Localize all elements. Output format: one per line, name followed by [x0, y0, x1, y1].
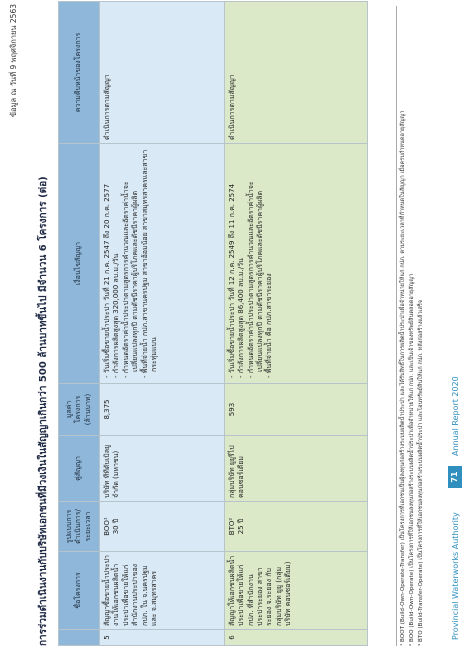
detail-item: - พื้นที่จ่ายน้ำ คือ กปภ.สาขาระยอง — [265, 147, 274, 372]
footnote: ¹ BOOT (Build-Own-Operate-Transfer) เป็นโครงการที่เอกชนเป็นผู้ลงทุนก่อสร้างระบบผลิตน้ำประปา และได้รับสิทธิ์ในการผลิตน้ำประปาเพื่อจำหน่ายให้แก่ กปภ. ตามระยะเวลาที่กำหนดในสัญญา เมื่อครบกำหนดอายุสัญญา — [400, 110, 406, 646]
footer-report: Annual Report 2020 — [451, 376, 460, 456]
project-model: BOO¹ 30 ปี — [100, 502, 225, 552]
page-footer — [446, 8, 466, 640]
project-model: BTO² 25 ปี — [224, 502, 367, 552]
project-progress: ดำเนินการตามสัญญา — [224, 2, 367, 144]
detail-item: - กำลังการผลิตสูงสุด 320,000 ลบ.ม./วัน — [112, 147, 121, 372]
col-header-details: เงื่อนไขสัญญา — [59, 144, 100, 384]
detail-item: - พื้นที่จ่ายน้ำ กปภ.สาขานครปฐม สาขาอ้อมน้อย สาขาสมุทรสาครและสาขากระทุ่มแบน — [141, 147, 160, 372]
row-number: 6 — [224, 630, 367, 646]
footnote: ² BOO (Build-Own-Operate) เป็นโครงการที่ให้เอกชนลงทุนก่อสร้างระบบผลิตน้ำประปาเพื่อจำหน่ายให้แก่ กปภ. และเป็นเจ้าของทรัพย์สินตลอดอายุสัญญา — [408, 273, 415, 646]
footnote: ³ BTO (Build-Transfer-Operate) เป็นโครงการที่ให้เอกชนลงทุนก่อสร้างระบบผลิตน้ำประปา และโอนทรัพย์สินให้แก่ กปภ. หลังก่อสร้างแล้วเสร็จ — [417, 299, 424, 646]
contract-details — [224, 144, 367, 384]
project-progress: ดำเนินการตามสัญญา — [100, 2, 225, 144]
col-header-no — [59, 630, 100, 646]
project-value: 593 — [224, 384, 367, 436]
col-header-progress: ความคืบหน้าของโครงการ — [59, 2, 100, 144]
project-name: สัญญาซื้อขายน้ำประปา งานให้เอกชนผลิตน้ำประปาเพื่อขายให้แก่สำนักงานประปาของ กปภ. ใน จ.นครปฐม และ จ.สมุทรสาคร — [100, 552, 225, 630]
data-date: ข้อมูล ณ วันที่ 9 พฤศจิกายน 2563 — [9, 4, 18, 118]
row-number: 5 — [100, 630, 225, 646]
table-header-row — [59, 2, 100, 646]
detail-item: - วันเริ่มซื้อขายน้ำประปา วันที่ 21 ก.ค. 2547 ถึง 20 ก.ค. 2577 — [103, 147, 112, 372]
detail-item: - วันเริ่มซื้อขายน้ำประปา วันที่ 12 ก.ค. 2549 ถึง 11 ก.ค. 2574 — [228, 147, 237, 372]
col-header-party: คู่สัญญา — [59, 436, 100, 502]
contract-party: กลุ่มบริษัท ยูยูรีไป คอนซอร์เตียม — [224, 436, 367, 502]
table-row — [224, 2, 367, 646]
detail-item: - กำลังการผลิตสูงสุด 86,400 ลบ.ม./วัน — [237, 147, 246, 372]
projects-table — [58, 1, 368, 646]
col-header-model: รูปแบบการดำเนินการ/ระยะเวลา — [59, 502, 100, 552]
project-value: 8,375 — [100, 384, 225, 436]
col-header-value: มูลค่าโครงการ (ล้านบาท) — [59, 384, 100, 436]
page-title: การร่วมดำเนินงานกับบริษัทเอกชนที่มีวงเงินในสัญญาเกินกว่า 500 ล้านบาทขึ้นไป มีจำนวน 6 โครงการ (ต่อ) — [38, 176, 49, 646]
footer-org: Provincial Waterworks Authority — [451, 512, 460, 640]
col-header-name: ชื่อโครงการ — [59, 552, 100, 630]
detail-item: - กำหนดอัตราค่าน้ำประปาตามสูตรการคำนวณและอัตราค่าน้ำจะเปลี่ยนแปลงทุกปี ตามดัชนีราคาผู้บริโภคและดัชนีราคาผู้ผลิต — [247, 147, 266, 372]
footnotes — [396, 6, 426, 646]
contract-party: บริษัท ทีทีดับเบิลยู จำกัด (มหาชน) — [100, 436, 225, 502]
project-name: สัญญาให้เอกชนผลิตน้ำประปาเพื่อขายให้แก่ กปภ. ที่สำนักงานประปาระยอง สาขาระยอง จ.ระยอง กับกลุ่มบริษัท ยูยู (กลุ่มบริษัท คอนซอร์เตียม) — [224, 552, 367, 630]
contract-details — [100, 144, 225, 384]
page-number: 71 — [448, 466, 462, 488]
table-row — [100, 2, 225, 646]
detail-item: - กำหนดอัตราค่าน้ำประปาตามสูตรการคำนวณและอัตราค่าน้ำจะเปลี่ยนแปลงทุกปี ตามดัชนีราคาผู้บริโภคและดัชนีราคาผู้ผลิต — [122, 147, 141, 372]
